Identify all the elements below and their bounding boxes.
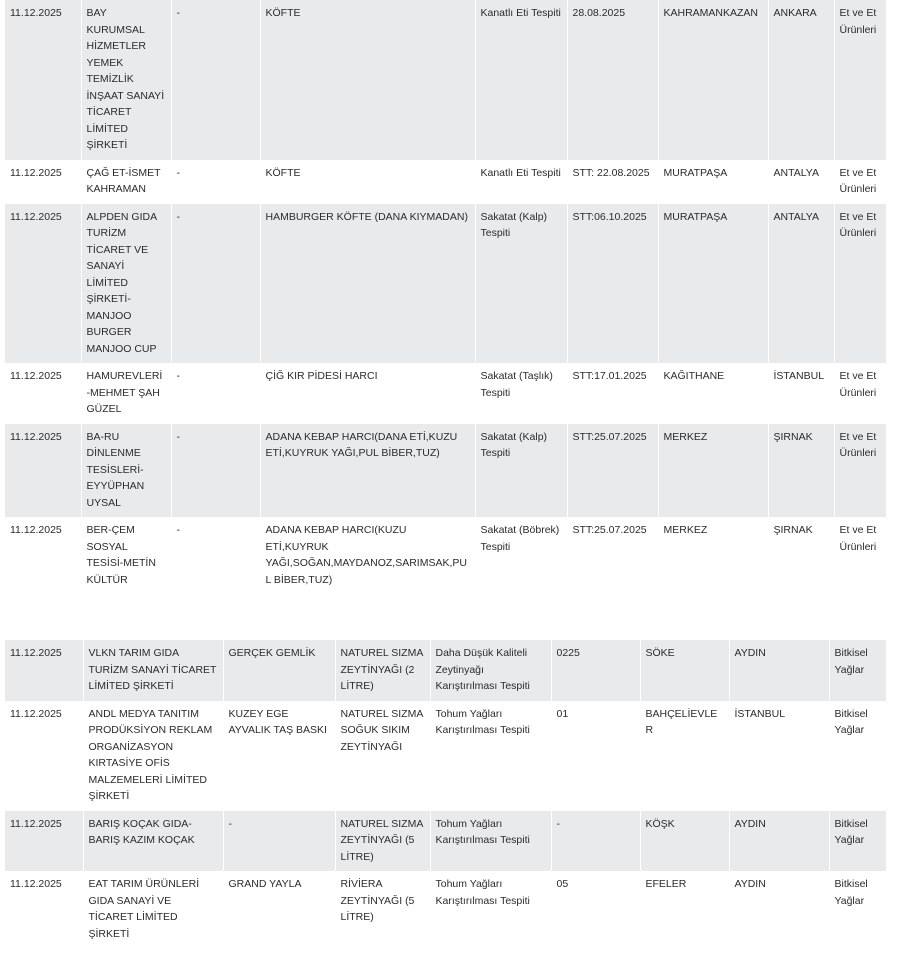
company-cell: BER-ÇEM SOSYAL TESİSİ-METİN KÜLTÜR (81, 517, 171, 594)
results-table-oil (5, 640, 886, 948)
date-cell: 11.12.2025 (5, 640, 83, 701)
results-table-oil-body (5, 640, 886, 948)
province-cell: AYDIN (729, 811, 829, 872)
results-table-meat (5, 0, 886, 594)
date-cell: 11.12.2025 (10, 166, 62, 179)
table-row (5, 517, 886, 594)
product-cell: ÇİĞ KIR PİDESİ HARCI (260, 363, 475, 424)
company-cell: VLKN TARIM GIDA TURİZM SANAYİ TİCARET LİMİTED ŞİRKETİ (83, 640, 223, 701)
date-cell: 11.12.2025 (10, 878, 62, 890)
district-cell: MURATPAŞA (658, 204, 768, 364)
category-cell: Et ve Et Ürünleri (834, 204, 886, 364)
province-cell: ANTALYA (768, 160, 834, 204)
batch-cell: 01 (551, 701, 640, 811)
category-cell: Bitkisel Yağlar (829, 701, 886, 811)
batch-cell: 0225 (551, 640, 640, 701)
table-row (5, 363, 886, 424)
batch-cell: STT:06.10.2025 (567, 204, 658, 364)
date-cell: 11.12.2025 (10, 370, 62, 382)
batch-cell: STT:25.07.2025 (567, 517, 658, 594)
province-cell: ŞIRNAK (768, 424, 834, 518)
date-cell: 11.12.2025 (10, 707, 62, 720)
product-cell: ADANA KEBAP HARCI(KUZU ETİ,KUYRUK YAĞI,SOĞAN,MAYDANOZ,SARIMSAK,PUL BİBER,TUZ) (260, 517, 475, 594)
brand-cell: - (171, 204, 260, 364)
date-cell: 11.12.2025 (5, 424, 81, 518)
district-cell: KAHRAMANKAZAN (658, 0, 768, 160)
table-row (5, 424, 886, 518)
product-cell: RİVİERA ZEYTİNYAĞI (5 LİTRE) (335, 871, 430, 948)
province-cell: AYDIN (729, 640, 829, 701)
finding-cell: Tohum Yağları Karıştırılması Tespiti (430, 871, 551, 948)
district-cell: MERKEZ (658, 424, 768, 518)
category-cell: Et ve Et Ürünleri (834, 363, 886, 424)
district-cell: KÖŞK (640, 811, 729, 872)
province-cell: AYDIN (729, 871, 829, 948)
product-cell: KÖFTE (260, 160, 475, 204)
date-cell: 11.12.2025 (5, 811, 83, 872)
province-cell: İSTANBUL (768, 363, 834, 424)
district-cell: BAHÇELİEVLER (640, 701, 729, 811)
brand-cell: - (223, 811, 335, 872)
brand-cell: - (171, 0, 260, 160)
finding-cell: Sakatat (Böbrek) Tespiti (475, 517, 567, 594)
date-cell: 11.12.2025 (10, 524, 62, 536)
table-row (5, 204, 886, 364)
district-cell: EFELER (640, 871, 729, 948)
finding-cell: Daha Düşük Kaliteli Zeytinyağı Karıştırılması Tespiti (430, 640, 551, 701)
product-cell: NATUREL SIZMA ZEYTİNYAĞI (2 LİTRE) (335, 640, 430, 701)
company-cell: BARIŞ KOÇAK GIDA-BARIŞ KAZIM KOÇAK (83, 811, 223, 872)
finding-cell: Kanatlı Eti Tespiti (475, 0, 567, 160)
company-cell: ÇAĞ ET-İSMET KAHRAMAN (81, 160, 171, 204)
batch-cell: - (551, 811, 640, 872)
date-cell: 11.12.2025 (5, 204, 81, 364)
batch-cell: STT: 22.08.2025 (567, 160, 658, 204)
product-cell: HAMBURGER KÖFTE (DANA KIYMADAN) (260, 204, 475, 364)
finding-cell: Sakatat (Kalp) Tespiti (475, 204, 567, 364)
table-row (5, 701, 886, 811)
finding-cell: Tohum Yağları Karıştırılması Tespiti (430, 811, 551, 872)
company-cell: BAY KURUMSAL HİZMETLER YEMEK TEMİZLİK İNŞAAT SANAYİ TİCARET LİMİTED ŞİRKETİ (81, 0, 171, 160)
brand-cell: GERÇEK GEMLİK (223, 640, 335, 701)
finding-cell: Sakatat (Taşlık) Tespiti (475, 363, 567, 424)
date-cell: 11.12.2025 (5, 0, 81, 160)
category-cell: Bitkisel Yağlar (829, 811, 886, 872)
category-cell: Bitkisel Yağlar (829, 640, 886, 701)
batch-cell: 28.08.2025 (567, 0, 658, 160)
company-cell: HAMUREVLERİ-MEHMET ŞAH GÜZEL (81, 363, 171, 424)
table-row (5, 871, 886, 948)
brand-cell: - (171, 424, 260, 518)
table-row (5, 640, 886, 701)
company-cell: EAT TARIM ÜRÜNLERİ GIDA SANAYİ VE TİCARET LİMİTED ŞİRKETİ (83, 871, 223, 948)
category-cell: Bitkisel Yağlar (829, 871, 886, 948)
province-cell: İSTANBUL (729, 701, 829, 811)
table-row (5, 811, 886, 872)
results-table-meat-body (5, 0, 886, 594)
category-cell: Et ve Et Ürünleri (834, 424, 886, 518)
district-cell: MURATPAŞA (658, 160, 768, 204)
batch-cell: STT:25.07.2025 (567, 424, 658, 518)
finding-cell: Kanatlı Eti Tespiti (475, 160, 567, 204)
category-cell: Et ve Et Ürünleri (834, 160, 886, 204)
product-cell: NATUREL SIZMA SOĞUK SIKIM ZEYTİNYAĞI (335, 701, 430, 811)
batch-cell: STT:17.01.2025 (567, 363, 658, 424)
brand-cell: GRAND YAYLA (223, 871, 335, 948)
table-row (5, 0, 886, 160)
product-cell: NATUREL SIZMA ZEYTİNYAĞI (5 LİTRE) (335, 811, 430, 872)
district-cell: MERKEZ (658, 517, 768, 594)
company-cell: ANDL MEDYA TANITIM PRODÜKSİYON REKLAM ORGANİZASYON KIRTASİYE OFİS MALZEMELERİ LİMİTED ŞİRKETİ (83, 701, 223, 811)
company-cell: BA-RU DİNLENME TESİSLERİ-EYYÜPHAN UYSAL (81, 424, 171, 518)
province-cell: ANTALYA (768, 204, 834, 364)
brand-cell: - (171, 517, 260, 594)
product-cell: KÖFTE (260, 0, 475, 160)
district-cell: SÖKE (640, 640, 729, 701)
brand-cell: KUZEY EGE AYVALIK TAŞ BASKI (223, 701, 335, 811)
product-cell: ADANA KEBAP HARCI(DANA ETİ,KUZU ETİ,KUYRUK YAĞI,PUL BİBER,TUZ) (260, 424, 475, 518)
province-cell: ANKARA (768, 0, 834, 160)
finding-cell: Sakatat (Kalp) Tespiti (475, 424, 567, 518)
province-cell: ŞIRNAK (768, 517, 834, 594)
category-cell: Et ve Et Ürünleri (834, 517, 886, 594)
category-cell: Et ve Et Ürünleri (834, 0, 886, 160)
brand-cell: - (171, 363, 260, 424)
batch-cell: 05 (551, 871, 640, 948)
company-cell: ALPDEN GIDA TURİZM TİCARET VE SANAYİ LİMİTED ŞİRKETİ-MANJOO BURGER MANJOO CUP (81, 204, 171, 364)
district-cell: KAĞITHANE (658, 363, 768, 424)
finding-cell: Tohum Yağları Karıştırılması Tespiti (430, 701, 551, 811)
table-row (5, 160, 886, 204)
brand-cell: - (171, 160, 260, 204)
